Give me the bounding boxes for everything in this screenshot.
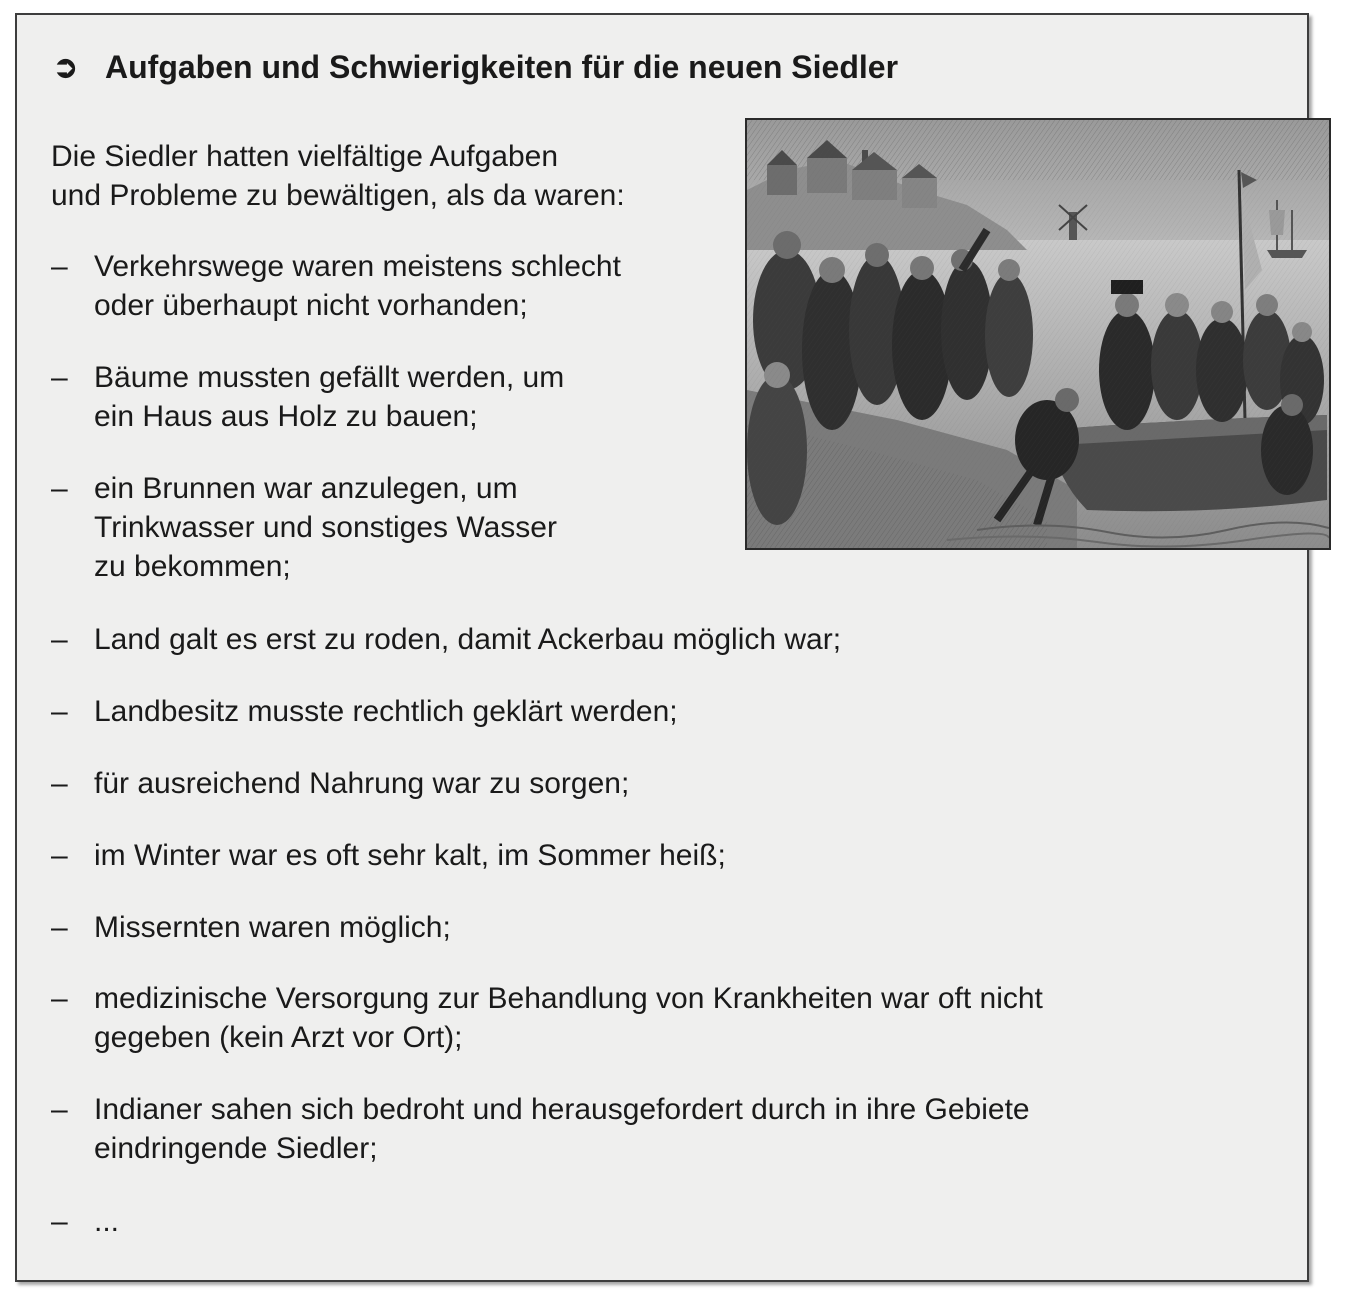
list-item-line: oder überhaupt nicht vorhanden; [94, 289, 528, 322]
list-item [51, 469, 557, 586]
list-item-line: für ausreichend Nahrung war zu sorgen; [94, 767, 630, 800]
list-item [51, 692, 678, 731]
list-item-line: ... [94, 1205, 120, 1238]
list-item-line: Missernten waren möglich; [94, 911, 451, 944]
dash-bullet: – [51, 982, 68, 1015]
list-item-line: Trinkwasser und sonstiges Wasser [94, 511, 557, 544]
intro-line-2: und Probleme zu bewältigen, als da waren: [51, 179, 625, 212]
list-item-line: Landbesitz musste rechtlich geklärt werden; [94, 695, 678, 728]
section-heading [53, 49, 898, 86]
list-item-line: Land galt es erst zu roden, damit Ackerbau möglich war; [94, 623, 842, 656]
list-item-line: ein Haus aus Holz zu bauen; [94, 400, 478, 433]
engraving-settlers-boat-image [745, 118, 1331, 550]
dash-bullet: – [51, 767, 68, 800]
dash-bullet: – [51, 911, 68, 944]
circled-arrow-icon: ➲ [53, 51, 79, 84]
heading-title: Aufgaben und Schwierigkeiten für die neuen Siedler [105, 49, 899, 85]
dash-bullet: – [51, 695, 68, 728]
list-item-line: Bäume mussten gefällt werden, um [94, 361, 565, 394]
intro-text [51, 137, 625, 215]
list-item [51, 1202, 119, 1241]
list-item-line: zu bekommen; [94, 550, 291, 583]
list-item-line: eindringende Siedler; [94, 1132, 378, 1165]
dash-bullet: – [51, 1205, 68, 1238]
list-item [51, 764, 629, 803]
list-item [51, 908, 451, 947]
list-item-line: medizinische Versorgung zur Behandlung von Krankheiten war oft nicht [94, 982, 1043, 1015]
dash-bullet: – [51, 472, 68, 505]
list-item-line: gegeben (kein Arzt vor Ort); [94, 1021, 463, 1054]
dash-bullet: – [51, 839, 68, 872]
list-item [51, 358, 564, 436]
list-item-line: ein Brunnen war anzulegen, um [94, 472, 518, 505]
dash-bullet: – [51, 250, 68, 283]
dash-bullet: – [51, 361, 68, 394]
list-item-line: im Winter war es oft sehr kalt, im Sommer heiß; [94, 839, 726, 872]
dash-bullet: – [51, 1093, 68, 1126]
list-item [51, 620, 841, 659]
intro-line-1: Die Siedler hatten vielfältige Aufgaben [51, 140, 559, 173]
list-item-line: Verkehrswege waren meistens schlecht [94, 250, 621, 283]
dash-bullet: – [51, 623, 68, 656]
list-item-line: Indianer sahen sich bedroht und herausgefordert durch in ihre Gebiete [94, 1093, 1030, 1126]
list-item [51, 836, 726, 875]
list-item [51, 247, 621, 325]
list-item [51, 979, 1043, 1057]
list-item [51, 1090, 1030, 1168]
